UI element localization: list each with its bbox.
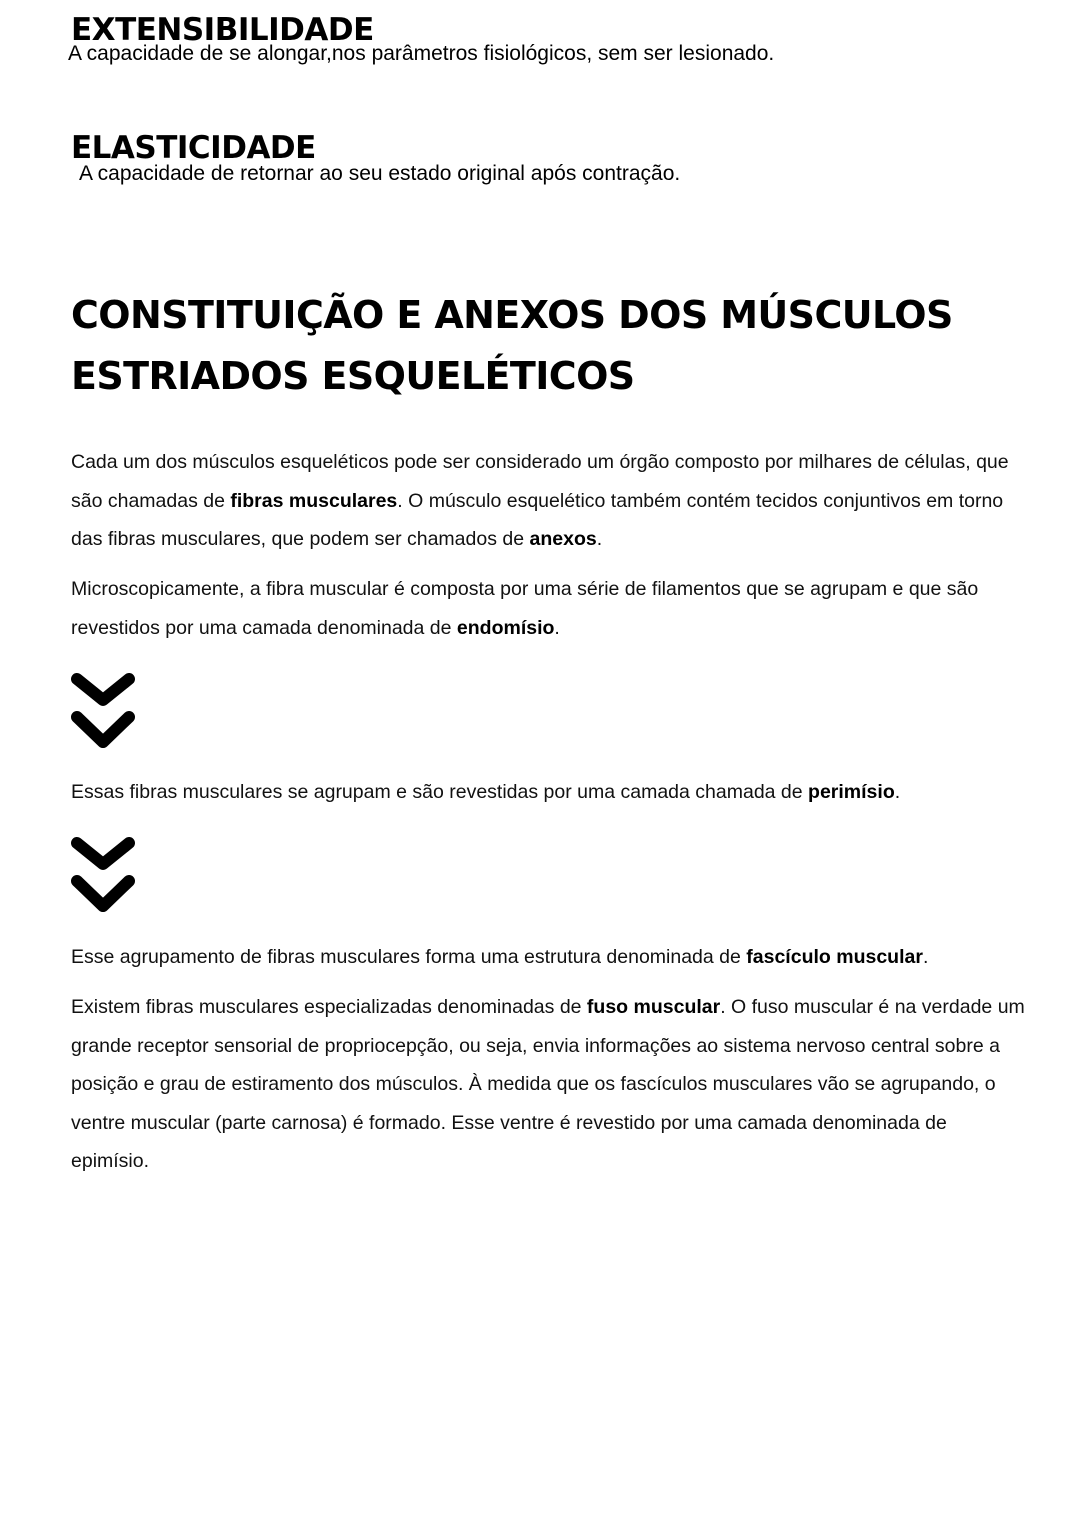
paragraph-text: . bbox=[554, 616, 560, 639]
paragraph-text: Existem fibras musculares especializadas denominadas de bbox=[71, 996, 587, 1018]
paragraph-perimisio bbox=[71, 773, 1026, 812]
double-chevron-down-icon bbox=[71, 672, 135, 752]
paragraph-fasciculo bbox=[71, 938, 1026, 977]
term-perimisio: perimísio bbox=[808, 781, 895, 803]
paragraph-text: Esse agrupamento de fibras musculares forma uma estrutura denominada de bbox=[71, 946, 747, 968]
paragraph-fuso-muscular bbox=[71, 988, 1026, 1181]
paragraph-text: Microscopicamente, a fibra muscular é composta por uma série de filamentos que se agrupam e que são revestidos por uma camada denominada de bbox=[71, 578, 979, 639]
extensibilidade-heading: EXTENSIBILIDADE bbox=[71, 12, 374, 48]
paragraph-text: . bbox=[922, 946, 929, 968]
term-fasciculo-muscular: fascículo muscular bbox=[746, 946, 923, 968]
paragraph-text: . O músculo esquelético também contém tecidos conjuntivos em torno das fibras musculares, que podem ser chamados de bbox=[71, 489, 1004, 550]
extensibilidade-definition: A capacidade de se alongar,nos parâmetros fisiológicos, sem ser lesionado. bbox=[68, 42, 775, 65]
paragraph-text: Cada um dos músculos esqueléticos pode ser considerado um órgão composto por milhares de células, que são chamadas de bbox=[71, 451, 1009, 512]
elasticidade-heading: ELASTICIDADE bbox=[71, 130, 316, 166]
paragraph-text: . O fuso muscular é na verdade um grande receptor sensorial de propriocepção, ou seja, envia informações ao sistema nervoso central sobre a posição e grau de estiramento dos músculos. À medida que os fascículos musculares vão se agrupando, o ventre muscular (parte carnosa) é formado. Esse ventre é revestido por uma camada denominada de epimísio. bbox=[71, 996, 1025, 1172]
paragraph-endomisio bbox=[71, 570, 1026, 647]
term-endomisio: endomísio bbox=[456, 616, 555, 639]
paragraph-text: Essas fibras musculares se agrupam e são revestidas por uma camada chamada de bbox=[71, 781, 809, 803]
paragraph-text: . bbox=[894, 781, 901, 803]
paragraph-text: . bbox=[596, 528, 603, 550]
page-title bbox=[71, 285, 1031, 407]
term-fibras-musculares: fibras musculares bbox=[230, 489, 398, 512]
double-chevron-down-icon bbox=[71, 836, 135, 916]
term-anexos: anexos bbox=[529, 528, 597, 550]
paragraph-fibras-anexos bbox=[71, 443, 1026, 559]
term-fuso-muscular: fuso muscular bbox=[586, 996, 721, 1018]
elasticidade-definition: A capacidade de retornar ao seu estado original após contração. bbox=[79, 162, 681, 185]
page-title-line-1: CONSTITUIÇÃO E ANEXOS DOS MÚSCULOS bbox=[71, 293, 953, 337]
page-title-line-2: ESTRIADOS ESQUELÉTICOS bbox=[71, 354, 635, 398]
